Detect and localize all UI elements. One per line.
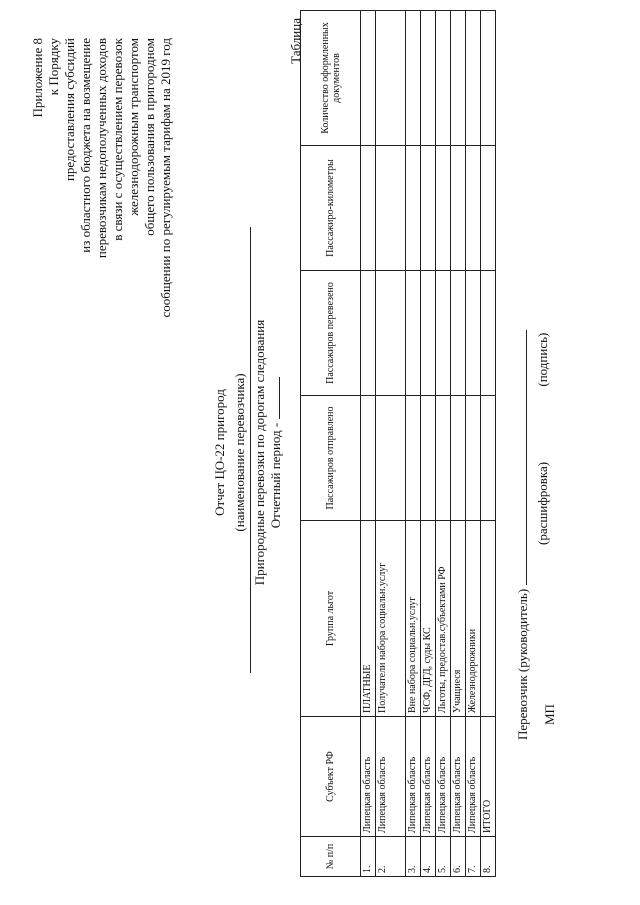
table-row <box>361 11 376 877</box>
appendix-line: предоставления субсидий <box>62 38 77 182</box>
cell-passenger-km <box>466 146 481 271</box>
table-label: Таблица <box>288 18 303 64</box>
cell-carried <box>466 271 481 396</box>
column-header: Пассажиров перевезено <box>301 271 361 396</box>
appendix-line: в связи с осуществлением перевозок <box>110 38 125 241</box>
cell-carried <box>481 271 496 396</box>
cell-documents <box>451 11 466 146</box>
cell-passenger-km <box>451 146 466 271</box>
row-subject: Липецкая область <box>361 717 376 837</box>
cell-carried <box>361 271 376 396</box>
appendix-line: перевозчикам недополученных доходов <box>94 38 109 259</box>
period-label: Отчетный период - <box>268 422 283 529</box>
period-line <box>268 0 284 905</box>
appendix-line: общего пользования в пригородном <box>142 38 157 236</box>
stamp-place: МП <box>542 704 557 725</box>
cell-documents <box>406 11 421 146</box>
route-caption: Пригородные перевозки по дорогам следования <box>252 319 267 586</box>
row-number: 2. <box>376 837 406 877</box>
carrier-name-line <box>250 227 251 673</box>
signature-hints <box>535 261 551 545</box>
row-group: Льготы, предостав.субъектами РФ <box>436 521 451 717</box>
cell-documents <box>421 11 436 146</box>
cell-passenger-km <box>421 146 436 271</box>
table-row <box>376 11 406 877</box>
decode-hint: (расшифровка) <box>535 461 550 545</box>
row-number: 3. <box>406 837 421 877</box>
column-header: Субъект РФ <box>301 717 361 837</box>
appendix-heading <box>30 38 174 318</box>
column-header: Пассажиров отправлено <box>301 396 361 521</box>
cell-documents <box>436 11 451 146</box>
column-header: Пассажиро-километры <box>301 146 361 271</box>
signature-line <box>515 330 531 740</box>
row-subject: Липецкая область <box>376 717 406 837</box>
sign-hint: (подпись) <box>535 332 550 387</box>
cell-documents <box>376 11 406 146</box>
column-header: Количество оформленных документов <box>301 11 361 146</box>
cell-passenger-km <box>436 146 451 271</box>
cell-passenger-km <box>361 146 376 271</box>
cell-sent <box>421 396 436 521</box>
cell-carried <box>376 271 406 396</box>
cell-sent <box>406 396 421 521</box>
cell-sent <box>376 396 406 521</box>
row-subject: Липецкая область <box>436 717 451 837</box>
row-subject: Липецкая область <box>451 717 466 837</box>
table-header-row <box>301 11 361 877</box>
table-row <box>421 11 436 877</box>
cell-passenger-km <box>376 146 406 271</box>
row-group: Вне набора социальн.услуг <box>406 521 421 717</box>
cell-carried <box>436 271 451 396</box>
row-number: 7. <box>466 837 481 877</box>
row-subject: Липецкая область <box>406 717 421 837</box>
cell-sent <box>436 396 451 521</box>
appendix-line: железнодорожным транспортом <box>126 38 141 216</box>
row-group: Учащиеся <box>451 521 466 717</box>
signature-blank <box>515 330 527 585</box>
column-header: Группа льгот <box>301 521 361 717</box>
cell-passenger-km <box>406 146 421 271</box>
report-title: Отчет ЦО-22 пригород <box>212 389 227 516</box>
cell-documents <box>466 11 481 146</box>
cell-carried <box>406 271 421 396</box>
appendix-line: из областного бюджета на возмещение <box>78 38 93 253</box>
row-group: ЧСФ, ДГД, суды КС <box>421 521 436 717</box>
table-row-total <box>481 11 496 877</box>
cell-documents <box>481 11 496 146</box>
report-table <box>300 10 496 877</box>
signature-label: Перевозчик (руководитель) <box>515 588 530 740</box>
period-blank <box>270 377 280 419</box>
cell-sent <box>466 396 481 521</box>
appendix-line: сообщении по регулируемым тарифам на 2019 год <box>158 38 173 318</box>
cell-passenger-km <box>481 146 496 271</box>
row-subject: ИТОГО <box>481 717 496 837</box>
row-number: 4. <box>421 837 436 877</box>
cell-carried <box>421 271 436 396</box>
row-subject: Липецкая область <box>466 717 481 837</box>
row-number: 8. <box>481 837 496 877</box>
row-group: Железнодорожники <box>466 521 481 717</box>
cell-documents <box>361 11 376 146</box>
table-row <box>451 11 466 877</box>
table-row <box>436 11 451 877</box>
column-header: № п/п <box>301 837 361 877</box>
row-group: Получатели набора социальн.услуг <box>376 521 406 717</box>
row-subject: Липецкая область <box>421 717 436 837</box>
row-number: 5. <box>436 837 451 877</box>
carrier-hint: (наименование перевозчика) <box>232 373 247 532</box>
cell-carried <box>451 271 466 396</box>
table-row <box>406 11 421 877</box>
cell-sent <box>361 396 376 521</box>
cell-sent <box>481 396 496 521</box>
appendix-line: Приложение 8 <box>30 38 45 118</box>
row-group <box>481 521 496 717</box>
cell-sent <box>451 396 466 521</box>
row-group: ПЛАТНЫЕ <box>361 521 376 717</box>
appendix-line: к Порядку <box>46 38 61 96</box>
row-number: 1. <box>361 837 376 877</box>
row-number: 6. <box>451 837 466 877</box>
table-row <box>466 11 481 877</box>
